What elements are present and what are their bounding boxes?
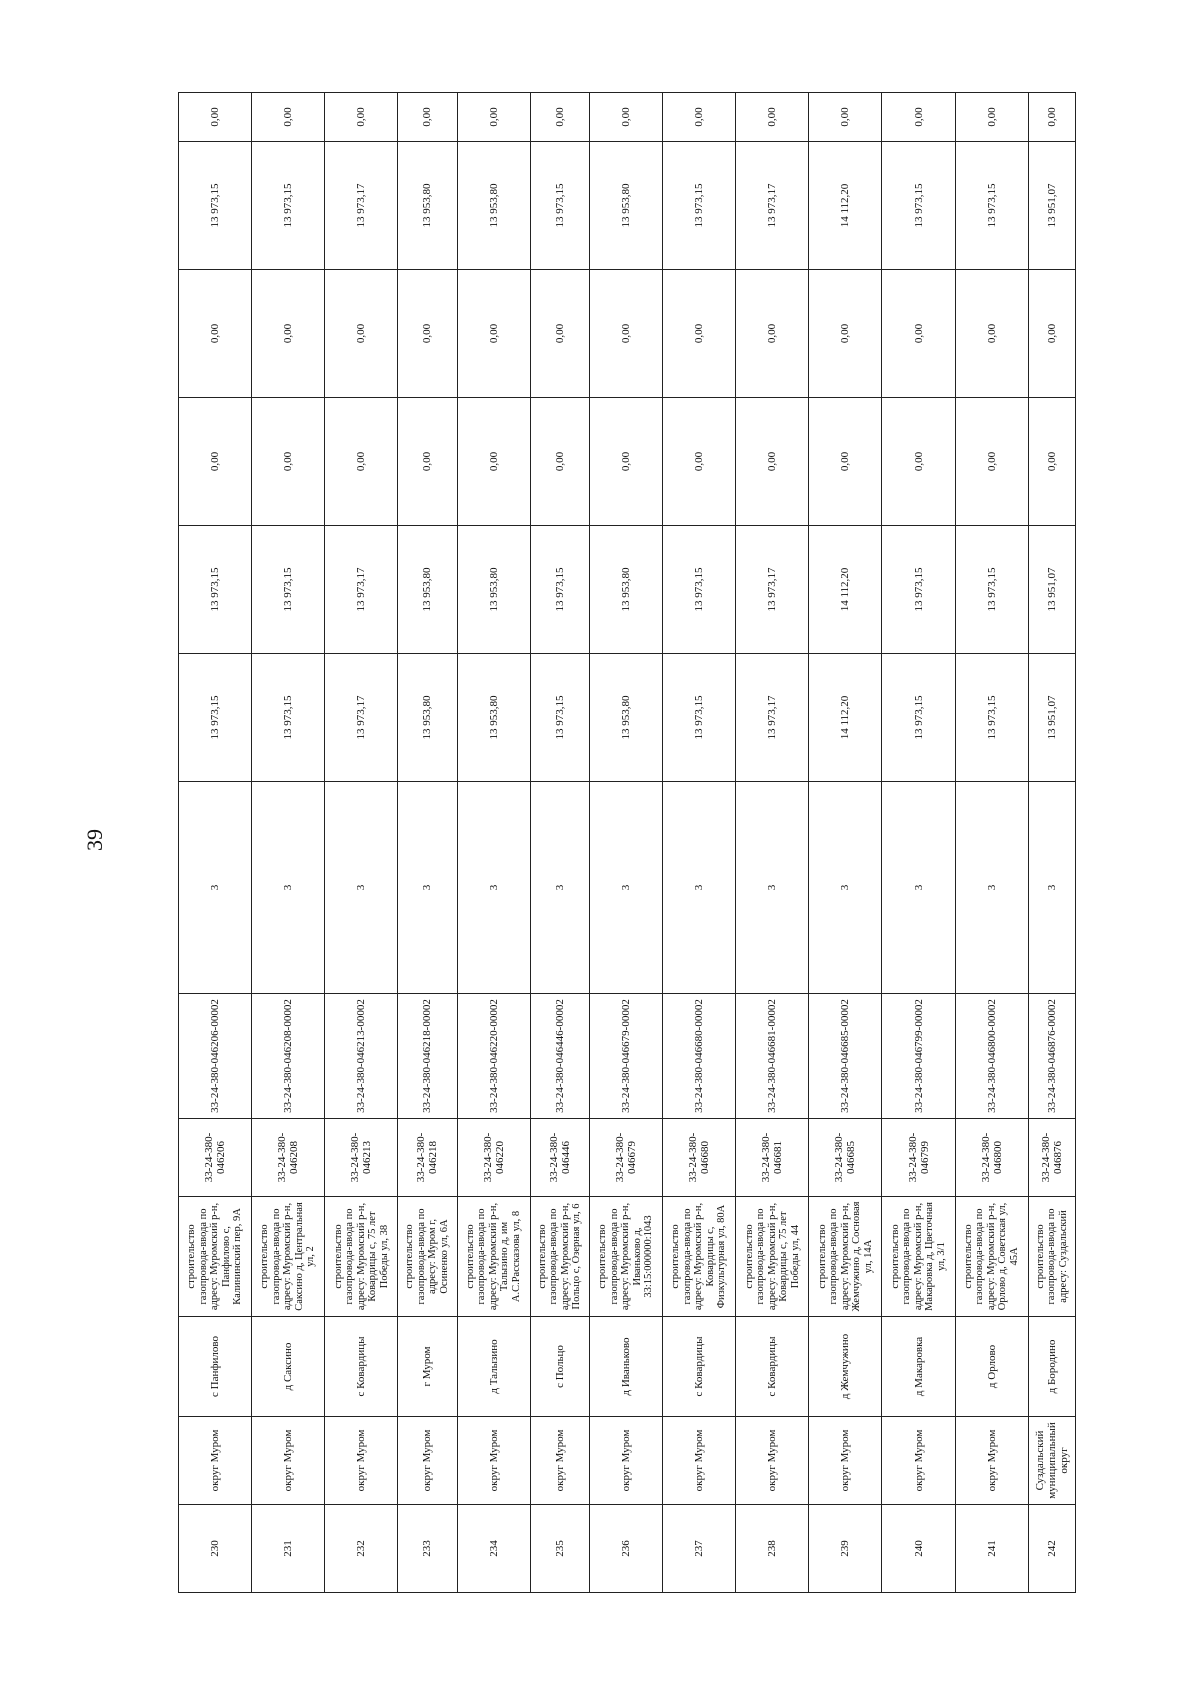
table-row [530, 93, 589, 1593]
table-row [589, 93, 662, 1593]
cell-object-code: 33-24-380-046800 [955, 1119, 1028, 1197]
cell-amount-final: 13 953,80 [457, 142, 530, 270]
cell-amount-total: 13 973,15 [530, 654, 589, 782]
cell-object-code: 33-24-380-046218 [398, 1119, 457, 1197]
cell-object-id: 33-24-380-046680-00002 [663, 994, 736, 1119]
cell-amount-zero-1: 0,00 [252, 398, 325, 526]
table-row [1028, 93, 1075, 1593]
cell-row-number: 235 [530, 1505, 589, 1593]
cell-amount-zero-2: 0,00 [530, 270, 589, 398]
cell-object-code: 33-24-380-046685 [809, 1119, 882, 1197]
cell-category: 3 [530, 782, 589, 994]
cell-amount-total: 13 953,80 [398, 654, 457, 782]
cell-municipal-district: округ Муром [530, 1417, 589, 1505]
cell-object-code: 33-24-380-046220 [457, 1119, 530, 1197]
cell-settlement: г Муром [398, 1317, 457, 1417]
cell-amount-total: 13 973,15 [955, 654, 1028, 782]
cell-row-number: 236 [589, 1505, 662, 1593]
table-row [457, 93, 530, 1593]
cell-amount-planned: 13 973,15 [882, 526, 955, 654]
cell-amount-zero-2: 0,00 [882, 270, 955, 398]
cell-amount-total: 13 953,80 [457, 654, 530, 782]
cell-object-id: 33-24-380-046220-00002 [457, 994, 530, 1119]
cell-amount-final: 13 973,15 [179, 142, 252, 270]
cell-amount-zero-2: 0,00 [955, 270, 1028, 398]
cell-amount-planned: 13 973,15 [663, 526, 736, 654]
cell-amount-balance: 0,00 [325, 93, 398, 142]
cell-object-code: 33-24-380-046206 [179, 1119, 252, 1197]
cell-work-description: строительство газопровода-ввода по адресу: Муромский р-н, Орлово д, Советская ул, 45А [955, 1197, 1028, 1317]
cell-amount-planned: 13 973,15 [179, 526, 252, 654]
cell-settlement: с Панфилово [179, 1317, 252, 1417]
cell-category: 3 [736, 782, 809, 994]
cell-object-code: 33-24-380-046680 [663, 1119, 736, 1197]
cell-amount-planned: 13 973,15 [252, 526, 325, 654]
cell-amount-planned: 13 973,17 [736, 526, 809, 654]
cell-amount-planned: 13 973,15 [955, 526, 1028, 654]
table-row [325, 93, 398, 1593]
cell-work-description: строительство газопровода-ввода по адресу: Муромский р-н, Макаровка д, Цветочная ул, 3/1 [882, 1197, 955, 1317]
cell-row-number: 240 [882, 1505, 955, 1593]
cell-amount-planned: 14 112,20 [809, 526, 882, 654]
cell-municipal-district: округ Муром [955, 1417, 1028, 1505]
cell-object-id: 33-24-380-046213-00002 [325, 994, 398, 1119]
cell-object-id: 33-24-380-046685-00002 [809, 994, 882, 1119]
cell-amount-balance: 0,00 [663, 93, 736, 142]
cell-amount-final: 13 973,17 [325, 142, 398, 270]
cell-settlement: с Польцо [530, 1317, 589, 1417]
cell-amount-total: 14 112,20 [809, 654, 882, 782]
cell-amount-final: 13 951,07 [1028, 142, 1075, 270]
cell-amount-total: 13 953,80 [589, 654, 662, 782]
cell-object-id: 33-24-380-046679-00002 [589, 994, 662, 1119]
cell-work-description: строительство газопровода-ввода по адресу: Муромский р-н, Ковардицы с, 75 лет Победы ул, 44 [736, 1197, 809, 1317]
cell-work-description: строительство газопровода-ввода по адресу: Муромский р-н, Панфилово с, Калининский пер, 9А [179, 1197, 252, 1317]
table-row [736, 93, 809, 1593]
cell-amount-balance: 0,00 [457, 93, 530, 142]
cell-work-description: строительство газопровода-ввода по адресу: Муромский р-н, Жемчужино д, Сосновая ул, 14А [809, 1197, 882, 1317]
cell-amount-balance: 0,00 [589, 93, 662, 142]
cell-object-id: 33-24-380-046208-00002 [252, 994, 325, 1119]
table-row [663, 93, 736, 1593]
cell-amount-total: 13 973,15 [663, 654, 736, 782]
cell-category: 3 [457, 782, 530, 994]
cell-amount-balance: 0,00 [882, 93, 955, 142]
table-row [955, 93, 1028, 1593]
cell-amount-final: 13 973,17 [736, 142, 809, 270]
cell-amount-total: 13 951,07 [1028, 654, 1075, 782]
data-table [178, 92, 1076, 1593]
rotated-table-container [178, 93, 1076, 1593]
cell-category: 3 [809, 782, 882, 994]
cell-amount-balance: 0,00 [809, 93, 882, 142]
cell-object-id: 33-24-380-046446-00002 [530, 994, 589, 1119]
cell-municipal-district: округ Муром [663, 1417, 736, 1505]
cell-row-number: 232 [325, 1505, 398, 1593]
cell-row-number: 231 [252, 1505, 325, 1593]
cell-amount-planned: 13 973,17 [325, 526, 398, 654]
cell-object-code: 33-24-380-046876 [1028, 1119, 1075, 1197]
cell-category: 3 [398, 782, 457, 994]
cell-category: 3 [663, 782, 736, 994]
cell-municipal-district: округ Муром [809, 1417, 882, 1505]
table-row [179, 93, 252, 1593]
cell-amount-total: 13 973,15 [179, 654, 252, 782]
cell-amount-zero-2: 0,00 [398, 270, 457, 398]
cell-amount-zero-2: 0,00 [663, 270, 736, 398]
cell-settlement: с Ковардицы [736, 1317, 809, 1417]
cell-object-code: 33-24-380-046446 [530, 1119, 589, 1197]
table-row [398, 93, 457, 1593]
cell-work-description: строительство газопровода-ввода по адресу: Муромский р-н, Саксино д, Центральная ул, 2 [252, 1197, 325, 1317]
page-number: 39 [82, 829, 107, 851]
cell-amount-zero-2: 0,00 [252, 270, 325, 398]
cell-amount-zero-1: 0,00 [457, 398, 530, 526]
cell-settlement: с Ковардицы [325, 1317, 398, 1417]
cell-category: 3 [252, 782, 325, 994]
cell-municipal-district: Суздальский муниципальный округ [1028, 1417, 1075, 1505]
cell-amount-zero-1: 0,00 [955, 398, 1028, 526]
cell-settlement: д Макаровка [882, 1317, 955, 1417]
cell-amount-zero-1: 0,00 [663, 398, 736, 526]
cell-amount-final: 13 973,15 [530, 142, 589, 270]
cell-object-code: 33-24-380-046681 [736, 1119, 809, 1197]
cell-amount-final: 14 112,20 [809, 142, 882, 270]
cell-category: 3 [955, 782, 1028, 994]
cell-amount-zero-1: 0,00 [530, 398, 589, 526]
cell-amount-balance: 0,00 [398, 93, 457, 142]
cell-amount-zero-2: 0,00 [179, 270, 252, 398]
cell-settlement: д Саксино [252, 1317, 325, 1417]
table-row [252, 93, 325, 1593]
cell-amount-zero-1: 0,00 [179, 398, 252, 526]
cell-amount-balance: 0,00 [530, 93, 589, 142]
table-row [882, 93, 955, 1593]
cell-amount-zero-1: 0,00 [882, 398, 955, 526]
cell-row-number: 241 [955, 1505, 1028, 1593]
cell-object-code: 33-24-380-046208 [252, 1119, 325, 1197]
cell-amount-balance: 0,00 [1028, 93, 1075, 142]
cell-amount-planned: 13 973,15 [530, 526, 589, 654]
cell-amount-zero-2: 0,00 [809, 270, 882, 398]
cell-amount-planned: 13 953,80 [457, 526, 530, 654]
cell-amount-final: 13 973,15 [252, 142, 325, 270]
cell-category: 3 [882, 782, 955, 994]
cell-settlement: с Ковардицы [663, 1317, 736, 1417]
cell-amount-planned: 13 953,80 [589, 526, 662, 654]
cell-row-number: 234 [457, 1505, 530, 1593]
cell-amount-balance: 0,00 [252, 93, 325, 142]
cell-municipal-district: округ Муром [589, 1417, 662, 1505]
cell-amount-total: 13 973,15 [252, 654, 325, 782]
cell-municipal-district: округ Муром [398, 1417, 457, 1505]
cell-object-id: 33-24-380-046681-00002 [736, 994, 809, 1119]
cell-amount-total: 13 973,17 [325, 654, 398, 782]
cell-object-id: 33-24-380-046799-00002 [882, 994, 955, 1119]
cell-settlement: д Иваньково [589, 1317, 662, 1417]
cell-work-description: строительство газопровода-ввода по адресу: Муромский р-н, Ковардицы с, 75 лет Победы ул, 38 [325, 1197, 398, 1317]
cell-object-id: 33-24-380-046876-00002 [1028, 994, 1075, 1119]
cell-row-number: 242 [1028, 1505, 1075, 1593]
cell-amount-final: 13 973,15 [955, 142, 1028, 270]
cell-category: 3 [1028, 782, 1075, 994]
cell-work-description: строительство газопровода-ввода по адресу: Суздальский [1028, 1197, 1075, 1317]
cell-amount-balance: 0,00 [179, 93, 252, 142]
cell-amount-zero-1: 0,00 [589, 398, 662, 526]
cell-amount-zero-2: 0,00 [736, 270, 809, 398]
cell-work-description: строительство газопровода-ввода по адресу: Муромский р-н, Польцо с, Озерная ул, 6 [530, 1197, 589, 1317]
cell-amount-final: 13 953,80 [589, 142, 662, 270]
cell-municipal-district: округ Муром [325, 1417, 398, 1505]
cell-settlement: д Жемчужино [809, 1317, 882, 1417]
cell-work-description: строительство газопровода-ввода по адресу: Муромский р-н, Иваньково д, 33:15:000000:1043 [589, 1197, 662, 1317]
cell-municipal-district: округ Муром [179, 1417, 252, 1505]
cell-amount-final: 13 973,15 [882, 142, 955, 270]
cell-row-number: 233 [398, 1505, 457, 1593]
cell-amount-total: 13 973,15 [882, 654, 955, 782]
cell-amount-balance: 0,00 [736, 93, 809, 142]
cell-object-code: 33-24-380-046799 [882, 1119, 955, 1197]
cell-row-number: 238 [736, 1505, 809, 1593]
cell-amount-zero-2: 0,00 [1028, 270, 1075, 398]
cell-amount-zero-1: 0,00 [736, 398, 809, 526]
cell-municipal-district: округ Муром [457, 1417, 530, 1505]
cell-object-id: 33-24-380-046218-00002 [398, 994, 457, 1119]
cell-amount-final: 13 953,80 [398, 142, 457, 270]
cell-object-code: 33-24-380-046213 [325, 1119, 398, 1197]
cell-row-number: 237 [663, 1505, 736, 1593]
cell-municipal-district: округ Муром [252, 1417, 325, 1505]
cell-work-description: строительство газопровода-ввода по адресу: Муромский р-н, Ковардицы с, Физкультурная ул, 80А [663, 1197, 736, 1317]
cell-amount-total: 13 973,17 [736, 654, 809, 782]
cell-row-number: 230 [179, 1505, 252, 1593]
cell-amount-balance: 0,00 [955, 93, 1028, 142]
cell-amount-zero-2: 0,00 [457, 270, 530, 398]
cell-settlement: д Бородино [1028, 1317, 1075, 1417]
cell-row-number: 239 [809, 1505, 882, 1593]
cell-object-code: 33-24-380-046679 [589, 1119, 662, 1197]
cell-category: 3 [325, 782, 398, 994]
cell-municipal-district: округ Муром [882, 1417, 955, 1505]
cell-amount-zero-2: 0,00 [325, 270, 398, 398]
cell-amount-zero-1: 0,00 [809, 398, 882, 526]
cell-municipal-district: округ Муром [736, 1417, 809, 1505]
cell-settlement: д Орлово [955, 1317, 1028, 1417]
cell-amount-final: 13 973,15 [663, 142, 736, 270]
cell-amount-zero-1: 0,00 [398, 398, 457, 526]
cell-amount-planned: 13 951,07 [1028, 526, 1075, 654]
cell-amount-zero-2: 0,00 [589, 270, 662, 398]
cell-amount-zero-1: 0,00 [1028, 398, 1075, 526]
cell-object-id: 33-24-380-046206-00002 [179, 994, 252, 1119]
cell-amount-zero-1: 0,00 [325, 398, 398, 526]
cell-work-description: строительство газопровода-ввода по адресу: Муром г, Осиненко ул, 6А [398, 1197, 457, 1317]
table-row [809, 93, 882, 1593]
cell-category: 3 [589, 782, 662, 994]
cell-work-description: строительство газопровода-ввода по адресу: Муромский р-н, Талызино д, им А.С.Рассказова ул, 8 [457, 1197, 530, 1317]
cell-object-id: 33-24-380-046800-00002 [955, 994, 1028, 1119]
cell-category: 3 [179, 782, 252, 994]
cell-settlement: д Талызино [457, 1317, 530, 1417]
cell-amount-planned: 13 953,80 [398, 526, 457, 654]
